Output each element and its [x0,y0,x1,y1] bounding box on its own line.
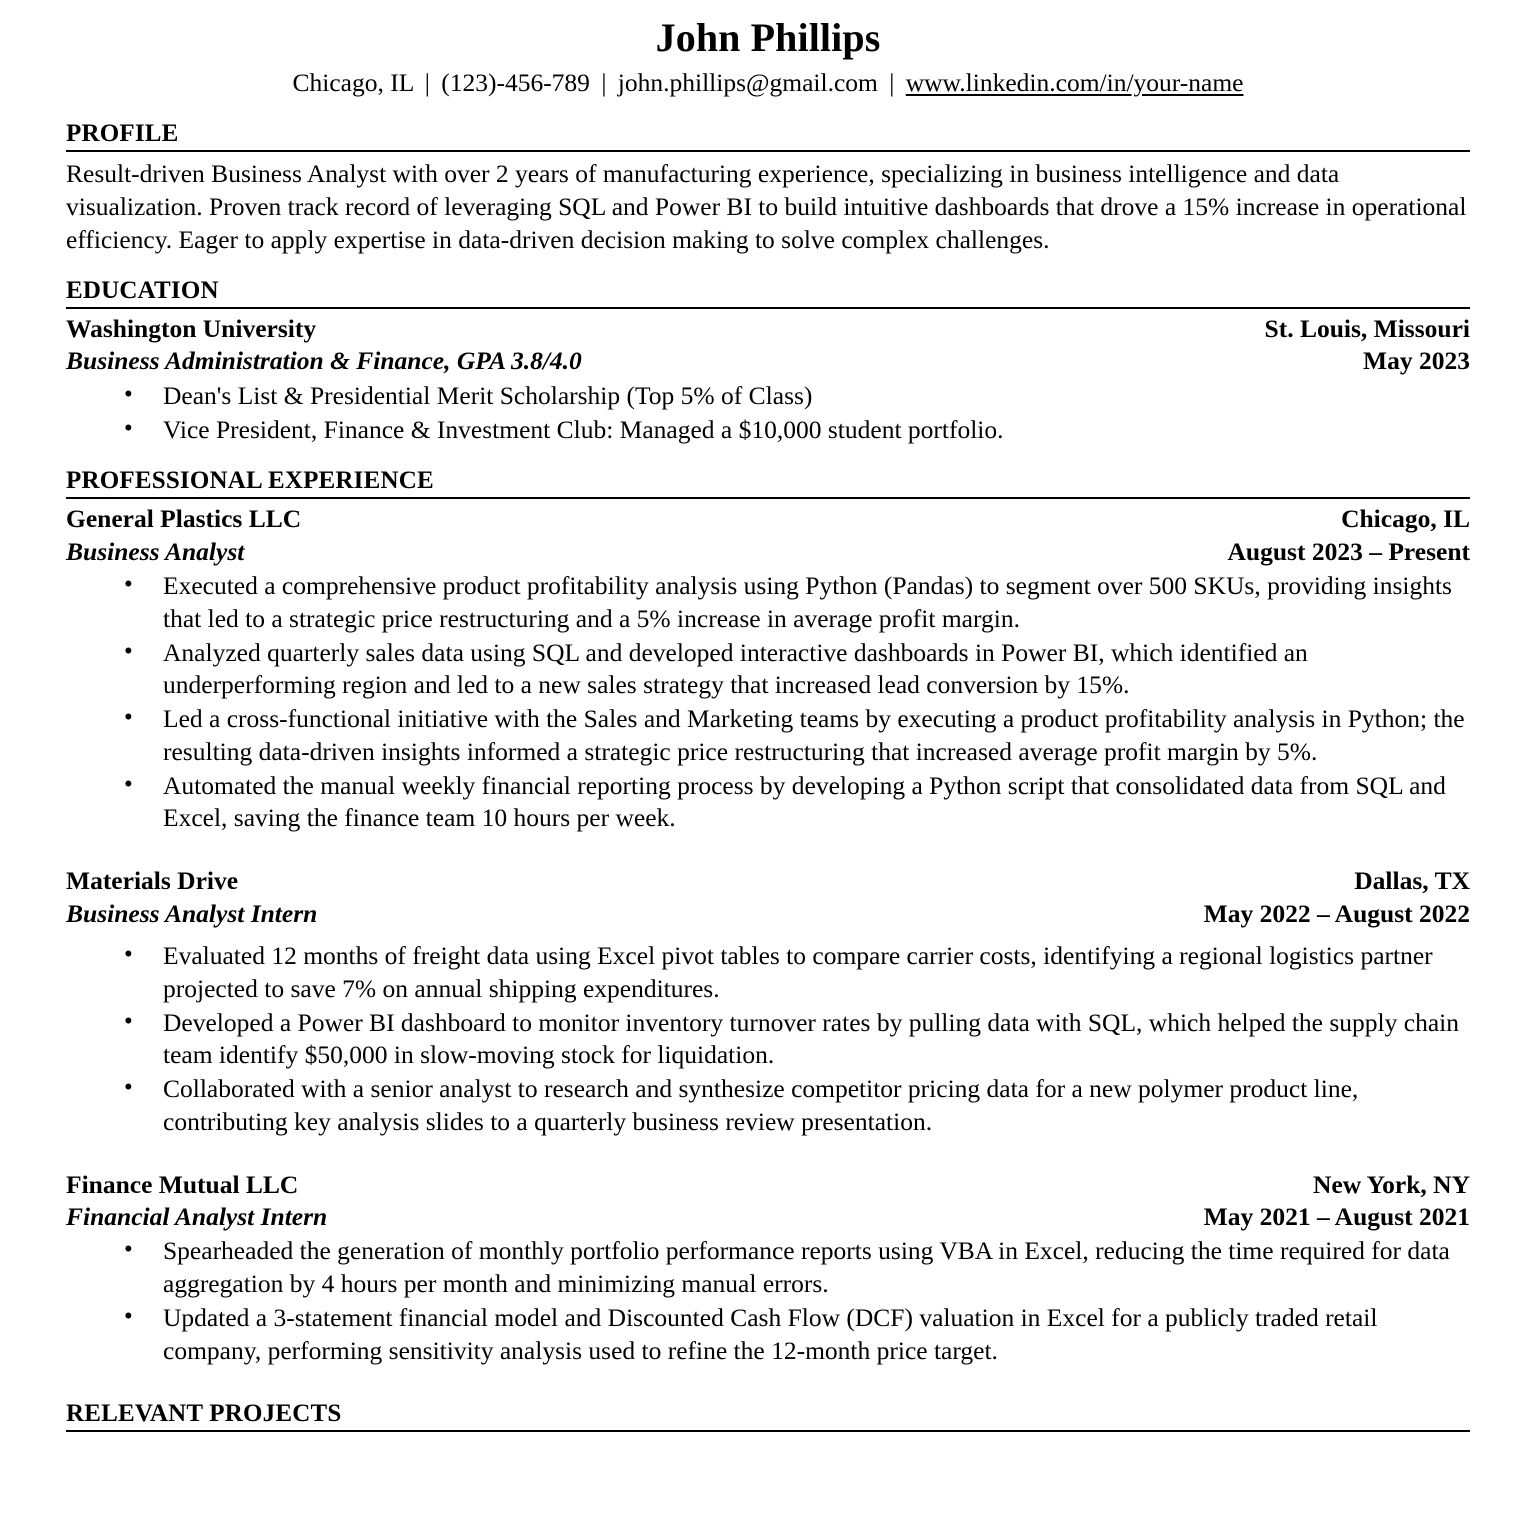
resume-header [66,16,1470,99]
experience-location: Dallas, TX [1354,866,1470,896]
experience-company: General Plastics LLC [66,504,302,534]
profile-summary-text: Result-driven Business Analyst with over 2 years of manufacturing experience, specializing in business intelligence and data visualization. Proven track record of leveraging SQL and Power BI to build intuitive dashboards that drove a 15% increase in operational efficiency. Eager to apply expertise in data-driven decision making to solve complex challenges. [66,158,1467,254]
section-heading-projects: RELEVANT PROJECTS [66,1399,1470,1432]
section-heading-education: EDUCATION [66,276,1470,309]
list-item: • Developed a Power BI dashboard to monitor inventory turnover rates by pulling data with SQL, which helped the supply chain team identify $50,000 in slow-moving stock for liquidation. [66,1007,1470,1073]
experience-job-title: Business Analyst Intern [66,898,318,928]
experience-entry-materials-drive [66,865,1470,1138]
education-entry [66,313,1470,446]
experience-dates: August 2023 – Present [1227,536,1470,566]
education-bullet-list [66,380,1470,447]
experience-entry-line-1 [66,1169,1470,1201]
section-heading-experience: PROFESSIONAL EXPERIENCE [66,466,1470,499]
experience-dates: May 2021 – August 2021 [1203,1201,1470,1231]
contact-separator-2: | [601,67,607,97]
contact-linkedin-link[interactable]: www.linkedin.com/in/your-name [905,67,1244,97]
education-degree: Business Administration & Finance, GPA 3.8/4.0 [66,346,582,376]
list-item: • Collaborated with a senior analyst to research and synthesize competitor pricing data for a new polymer product line, contributing key analysis slides to a quarterly business review presentation. [66,1073,1470,1139]
list-item: • Automated the manual weekly financial reporting process by developing a Python script that consolidated data from SQL and Excel, saving the finance team 10 hours per week. [66,770,1470,836]
experience-job-title: Financial Analyst Intern [66,1201,328,1231]
list-item: • Updated a 3-statement financial model and Discounted Cash Flow (DCF) valuation in Excel for a publicly traded retail company, performing sensitivity analysis used to refine the 12-month price target. [66,1302,1470,1368]
experience-bullet-list [66,940,1470,1139]
list-item: • Led a cross-functional initiative with the Sales and Marketing teams by executing a product profitability analysis in Python; the resulting data-driven insights informed a strategic price restructuring that increased average profit margin by 5%. [66,703,1470,769]
contact-separator-1: | [424,67,430,97]
experience-entry-line-2 [66,536,1470,568]
list-item: • Evaluated 12 months of freight data using Excel pivot tables to compare carrier costs, identifying a regional logistics partner projected to save 7% on annual shipping expenditures. [66,940,1470,1006]
list-item: • Dean's List & Presidential Merit Scholarship (Top 5% of Class) [66,380,1470,413]
experience-company: Finance Mutual LLC [66,1169,299,1199]
spacer [66,930,1470,938]
contact-line [66,67,1470,99]
list-item: • Executed a comprehensive product profitability analysis using Python (Pandas) to segment over 500 SKUs, providing insights that led to a strategic price restructuring and a 5% increase in average profit margin. [66,570,1470,636]
experience-bullet-list [66,1235,1470,1367]
experience-entry-line-2 [66,1201,1470,1233]
experience-bullet-list [66,570,1470,835]
education-entry-line-1 [66,313,1470,345]
education-school: Washington University [66,314,317,344]
experience-entry-line-1 [66,503,1470,535]
list-item: • Spearheaded the generation of monthly portfolio performance reports using VBA in Excel, reducing the time required for data aggregation by 4 hours per month and minimizing manual errors. [66,1235,1470,1301]
experience-location: Chicago, IL [1341,504,1470,534]
education-entry-line-2 [66,345,1470,377]
candidate-name: John Phillips [655,15,881,60]
section-experience [66,466,1470,1367]
list-item: • Analyzed quarterly sales data using SQL and developed interactive dashboards in Power BI, which identified an underperforming region and led to a new sales strategy that increased lead conversion by 15%. [66,637,1470,703]
experience-entry-finance-mutual [66,1169,1470,1368]
experience-job-title: Business Analyst [66,536,245,566]
experience-entry-line-2 [66,898,1470,930]
section-heading-profile: PROFILE [66,119,1470,152]
list-item: • Vice President, Finance & Investment Club: Managed a $10,000 student portfolio. [66,414,1470,447]
experience-dates: May 2022 – August 2022 [1203,898,1470,928]
experience-location: New York, NY [1313,1169,1470,1199]
section-projects [66,1399,1470,1432]
section-profile [66,119,1470,256]
contact-phone: (123)-456-789 [441,67,590,97]
experience-entry-line-1 [66,865,1470,897]
contact-location: Chicago, IL [292,67,414,97]
experience-entry-general-plastics [66,503,1470,835]
education-date: May 2023 [1363,346,1470,376]
experience-company: Materials Drive [66,866,239,896]
education-location: St. Louis, Missouri [1264,314,1470,344]
contact-separator-3: | [889,67,895,97]
section-education [66,276,1470,446]
contact-email[interactable]: john.phillips@gmail.com [617,67,878,97]
